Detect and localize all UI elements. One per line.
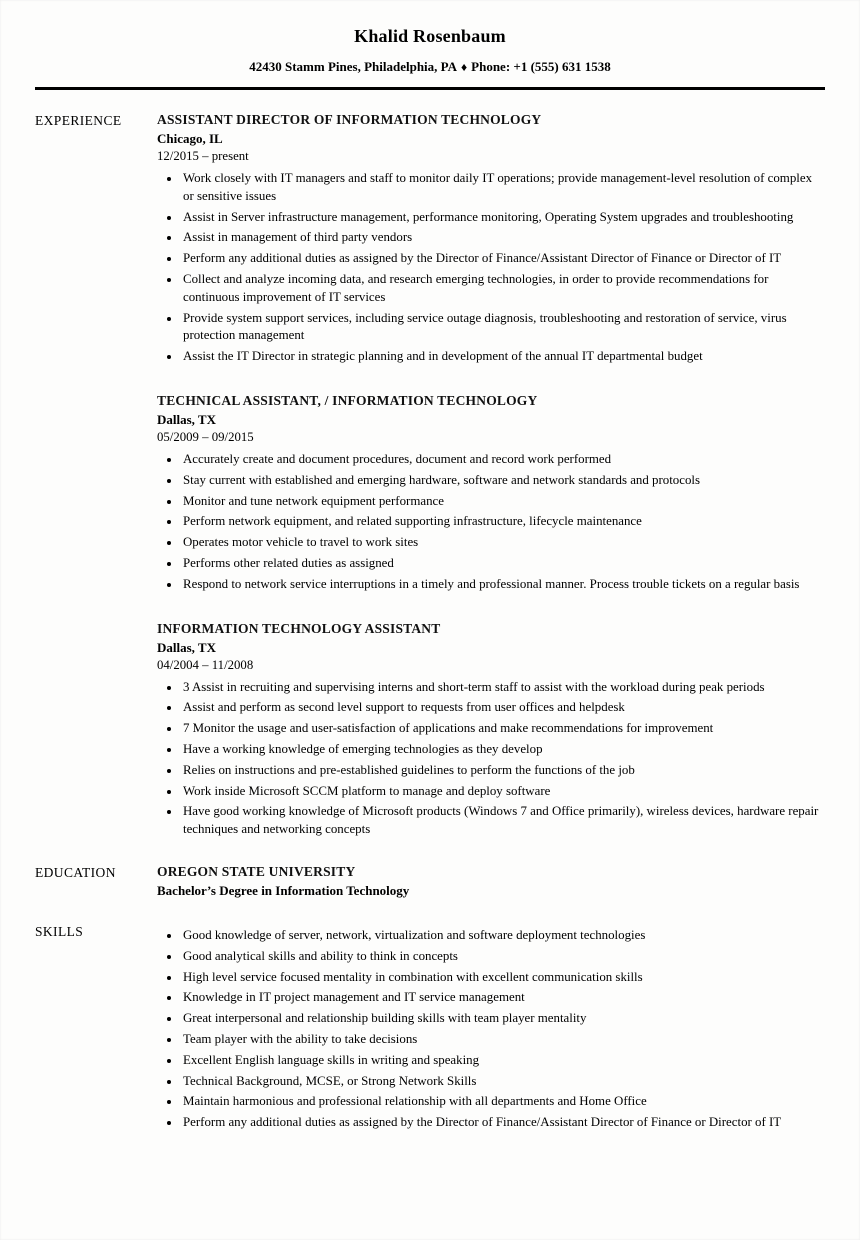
job-bullet: • Have a working knowledge of emerging technologies as they develop bbox=[181, 741, 825, 759]
skill-bullet: • Perform any additional duties as assigned by the Director of Finance/Assistant Director of Finance or Director of IT bbox=[181, 1114, 825, 1132]
school-name: OREGON STATE UNIVERSITY bbox=[157, 863, 356, 879]
job-bullet: • Stay current with established and emerging hardware, software and network standards and protocols bbox=[181, 472, 825, 490]
job-location: Dallas, TX bbox=[157, 639, 216, 655]
job-title: ASSISTANT DIRECTOR OF INFORMATION TECHNOLOGY bbox=[157, 112, 542, 127]
job-bullet: • Respond to network service interruptions in a timely and professional manner. Process trouble tickets on a regular basis bbox=[181, 576, 825, 594]
degree-name: Bachelor’s Degree in Information Technology bbox=[157, 882, 410, 898]
header-divider bbox=[35, 87, 825, 90]
job-bullet: • Relies on instructions and pre-established guidelines to perform the functions of the job bbox=[181, 762, 825, 780]
skill-bullet: • Great interpersonal and relationship building skills with team player mentality bbox=[181, 1010, 825, 1028]
job-bullet: • Assist and perform as second level support to requests from user offices and helpdesk bbox=[181, 699, 825, 717]
contact-line bbox=[35, 59, 825, 75]
job-dates: 12/2015 – present bbox=[157, 149, 249, 163]
job-title: TECHNICAL ASSISTANT, / INFORMATION TECHNOLOGY bbox=[157, 392, 538, 408]
section-label-education: EDUCATION bbox=[35, 864, 116, 880]
job-bullet: • Performs other related duties as assigned bbox=[181, 555, 825, 573]
section-education bbox=[35, 864, 825, 901]
job-bullet-list bbox=[157, 170, 825, 366]
job-bullet-list bbox=[157, 451, 825, 594]
job-bullet: • Assist in management of third party vendors bbox=[181, 229, 825, 247]
resume-header bbox=[35, 26, 825, 90]
job-bullet-list bbox=[157, 679, 825, 839]
job-bullet: • Collect and analyze incoming data, and research emerging technologies, in order to provide recommendations for continuous improvement of IT services bbox=[181, 271, 825, 307]
section-content-education bbox=[157, 864, 825, 901]
job-location: Dallas, TX bbox=[157, 411, 216, 427]
job-bullet: • Assist the IT Director in strategic planning and in development of the annual IT departmental budget bbox=[181, 348, 825, 366]
job-entry bbox=[157, 393, 825, 594]
skill-bullet: • Good analytical skills and ability to think in concepts bbox=[181, 948, 825, 966]
job-bullet: • Work closely with IT managers and staff to monitor daily IT operations; provide management-level resolution of complex or sensitive issues bbox=[181, 170, 825, 206]
section-content-experience bbox=[157, 112, 825, 842]
job-bullet: • Accurately create and document procedures, document and record work performed bbox=[181, 451, 825, 469]
section-skills bbox=[35, 923, 825, 1135]
resume-body bbox=[35, 112, 825, 1135]
section-content-skills bbox=[157, 923, 825, 1135]
job-bullet: • Assist in Server infrastructure management, performance monitoring, Operating System upgrades and troubleshooting bbox=[181, 209, 825, 227]
job-title: INFORMATION TECHNOLOGY ASSISTANT bbox=[157, 620, 441, 636]
skill-bullet: • Excellent English language skills in writing and speaking bbox=[181, 1052, 825, 1070]
job-bullet: • Work inside Microsoft SCCM platform to manage and deploy software bbox=[181, 783, 825, 801]
contact-address: 42430 Stamm Pines, Philadelphia, PA bbox=[249, 59, 458, 74]
job-bullet: • Perform network equipment, and related supporting infrastructure, lifecycle maintenance bbox=[181, 513, 825, 531]
job-bullet: • Have good working knowledge of Microsoft products (Windows 7 and Office primarily), wireless devices, hardware repair techniques and networking concepts bbox=[181, 803, 825, 839]
job-bullet: • 3 Assist in recruiting and supervising interns and short-term staff to assist with the workload during peak periods bbox=[181, 679, 825, 697]
skill-bullet: • Good knowledge of server, network, virtualization and software deployment technologies bbox=[181, 927, 825, 945]
job-bullet: • Provide system support services, including service outage diagnosis, troubleshooting and restoration of service, virus protection management bbox=[181, 310, 825, 346]
diamond-icon: ♦ bbox=[461, 60, 468, 74]
job-bullet: • 7 Monitor the usage and user-satisfaction of applications and make recommendations for improvement bbox=[181, 720, 825, 738]
section-label-skills: SKILLS bbox=[35, 923, 84, 939]
job-location: Chicago, IL bbox=[157, 131, 223, 146]
job-bullet: • Perform any additional duties as assigned by the Director of Finance/Assistant Director of Finance or Director of IT bbox=[181, 250, 825, 268]
section-label-experience: EXPERIENCE bbox=[35, 113, 122, 128]
skill-bullet-list bbox=[157, 927, 825, 1132]
job-bullet: • Monitor and tune network equipment performance bbox=[181, 493, 825, 511]
job-entry bbox=[157, 621, 825, 839]
skill-bullet: • Knowledge in IT project management and IT service management bbox=[181, 989, 825, 1007]
section-experience bbox=[35, 112, 825, 842]
job-dates: 04/2004 – 11/2008 bbox=[157, 657, 254, 672]
skill-bullet: • High level service focused mentality in combination with excellent communication skills bbox=[181, 969, 825, 987]
skill-bullet: • Technical Background, MCSE, or Strong Network Skills bbox=[181, 1073, 825, 1091]
skill-bullet: • Maintain harmonious and professional relationship with all departments and Home Office bbox=[181, 1093, 825, 1111]
skill-bullet: • Team player with the ability to take decisions bbox=[181, 1031, 825, 1049]
contact-phone: Phone: +1 (555) 631 1538 bbox=[471, 59, 611, 74]
job-entry bbox=[157, 112, 825, 366]
job-dates: 05/2009 – 09/2015 bbox=[157, 429, 254, 444]
candidate-name: Khalid Rosenbaum bbox=[354, 26, 506, 46]
job-bullet: • Operates motor vehicle to travel to work sites bbox=[181, 534, 825, 552]
